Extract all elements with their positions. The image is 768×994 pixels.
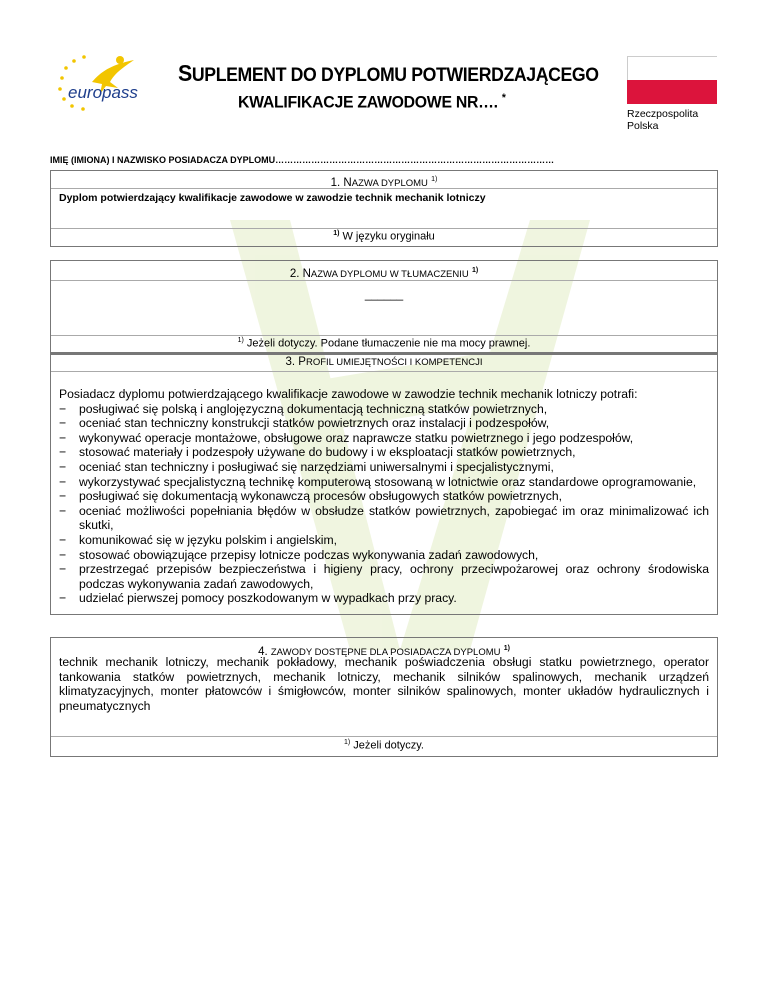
svg-text:europass: europass (68, 83, 138, 102)
country-name (627, 108, 727, 132)
title-asterisk: * (501, 92, 506, 104)
section4-divider (51, 736, 717, 737)
section1-divider (51, 228, 717, 229)
skill-item: − posługiwać się polską i anglojęzyczną dokumentacją techniczną statków powietrznych, (59, 402, 709, 417)
section1-footnote (51, 230, 717, 243)
skills-list (59, 402, 709, 606)
section4-heading (51, 638, 717, 656)
section1-content: Dyplom potwierdzający kwalifikacje zawodowe w zawodzie technik mechanik lotniczy (59, 192, 486, 204)
section2-footnote-sup: 1) (237, 337, 244, 344)
title-initial: S (178, 60, 192, 86)
skill-item: − wykonywać operacje montażowe, obsługowe oraz naprawcze statku powietrznego i jego podzespołów, (59, 431, 709, 446)
section2-content: ______ (364, 289, 404, 301)
section3-heading-num: 3. P (285, 356, 306, 368)
section3-heading-text: ROFIL UMIEJĘTNOŚCI I KOMPETENCJI (305, 357, 483, 368)
holder-name-label: IMIĘ (IMIONA) I NAZWISKO POSIADACZA DYPLOMU………………………………………………………………………………… (50, 155, 555, 165)
section3-body (59, 387, 709, 606)
section3-heading (51, 353, 717, 372)
section4-content: technik mechanik lotniczy, mechanik pokładowy, mechanik poświadczenia obsługi statku powietrznego, operator tankowania statków powietrznych, mechanik lotniczy, mechanik silników spalinowych, mechanik urządzeń klimatyzacyjnych, monter płatowców i śmigłowców, monter silników spalinowych, monter układów hydraulicznych i pneumatycznych (59, 655, 709, 713)
document-title-line2 (238, 92, 506, 113)
title-line1-rest: UPLEMENT DO DYPLOMU POTWIERDZAJĄCEGO (191, 65, 599, 86)
title-line2-text: KWALIFIKACJE ZAWODOWE NR…. (238, 92, 498, 112)
polish-flag-red (627, 80, 717, 104)
country-line1: Rzeczpospolita (627, 108, 699, 120)
europass-logo (52, 52, 162, 112)
section-skills-profile (50, 352, 718, 615)
skill-item: − komunikować się w języku polskim i angielskim, (59, 533, 709, 548)
section2-footnote-text: Jeżeli dotyczy. Podane tłumaczenie nie ma mocy prawnej. (246, 337, 531, 350)
skill-item: − oceniać możliwości popełniania błędów w obsłudze statków powietrznych, zapobiegać im oraz minimalizować ich skutki, (59, 504, 709, 533)
section2-divider (51, 335, 717, 336)
section4-footnote-sup: 1) (343, 739, 351, 746)
section1-heading-sup: 1) (431, 176, 438, 183)
section1-heading (51, 171, 717, 189)
section2-heading-sup: 1) (471, 267, 479, 274)
section4-footnote-text: Jeżeli dotyczy. (353, 739, 424, 752)
section2-heading (51, 261, 717, 281)
country-line2: Polska (627, 120, 659, 132)
skill-item: − stosować obowiązujące przepisy lotnicze podczas wykonywania zadań zawodowych, (59, 548, 709, 563)
section4-heading-sup: 1) (503, 645, 510, 652)
document-title-line1 (178, 60, 599, 87)
section4-heading-text: ZAWODY DOSTĘPNE DLA POSIADACZA DYPLOMU (270, 646, 501, 658)
section1-heading-text: AZWA DYPLOMU (351, 177, 428, 189)
skill-item: − stosować materiały i podzespoły używane do budowy i w eksploatacji statków powietrznych, (59, 445, 709, 460)
section2-heading-text: AZWA DYPLOMU W TŁUMACZENIU (310, 268, 469, 280)
section4-footnote (51, 739, 717, 752)
skill-item: − posługiwać się dokumentacją wykonawczą procesów obsługowych statków powietrznych, (59, 489, 709, 504)
section2-footnote (51, 337, 717, 350)
skill-item: − oceniać stan techniczny i posługiwać się narzędziami uniwersalnymi i specjalistycznymi, (59, 460, 709, 475)
skill-item: − oceniać stan techniczny konstrukcji statków powietrznych oraz instalacji i podzespołów, (59, 416, 709, 431)
skill-item: − udzielać pierwszej pomocy poszkodowanym w wypadkach przy pracy. (59, 591, 709, 606)
section3-intro: Posiadacz dyplomu potwierdzającego kwalifikacje zawodowe w zawodzie technik mechanik lotniczy potrafi: (59, 387, 638, 401)
section-diploma-name (50, 170, 718, 247)
section1-footnote-text: W języku oryginału (342, 230, 435, 243)
section4-heading-num: 4. (258, 645, 268, 658)
section1-heading-num: 1. N (330, 176, 352, 189)
skill-item: − przestrzegać przepisów bezpieczeństwa i higieny pracy, ochrony przeciwpożarowej oraz ochrony środowiska podczas wykonywania zadań zawodowych, (59, 562, 709, 591)
section2-heading-num: 2. N (289, 267, 311, 280)
section-available-occupations (50, 637, 718, 757)
section-diploma-translation (50, 260, 718, 355)
skill-item: − wykorzystywać specjalistyczną technikę komputerową stosowaną w lotnictwie oraz standardowe oprogramowanie, (59, 475, 709, 490)
section1-footnote-sup: 1) (333, 230, 340, 237)
